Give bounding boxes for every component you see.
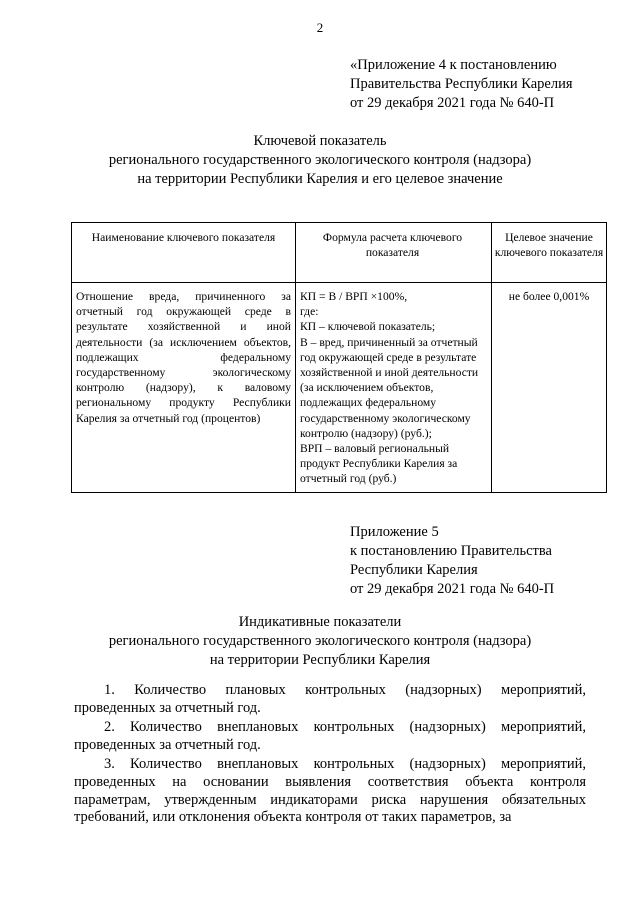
formula-line: где: bbox=[300, 305, 319, 319]
heading-line: регионального государственного экологического контроля (надзора) bbox=[108, 152, 532, 168]
column-header-target: Целевое значение ключевого показателя bbox=[492, 223, 607, 283]
list-item: 3. Количество внеплановых контрольных (надзорных) мероприятий, проведенных на основании выявления соответствия объекта контроля параметрам, утвержденным индикаторами риска нарушения обязательных требований, или отклонения объекта контроля от таких параметров, за bbox=[74, 756, 586, 826]
appendix-4-header bbox=[350, 56, 573, 113]
heading-line: Ключевой показатель bbox=[253, 133, 387, 149]
formula-line: КП – ключевой показатель; bbox=[300, 320, 436, 334]
key-indicator-heading bbox=[0, 132, 640, 189]
appendix-5-header bbox=[350, 523, 554, 599]
heading-line: на территории Республики Карелия и его целевое значение bbox=[137, 171, 503, 187]
heading-line: на территории Республики Карелия bbox=[209, 652, 431, 668]
appendix-4-line: «Приложение 4 к постановлению bbox=[350, 57, 557, 73]
appendix-5-line: к постановлению Правительства bbox=[350, 543, 552, 559]
appendix-4-line: от 29 декабря 2021 года № 640-П bbox=[350, 95, 555, 111]
formula-cell bbox=[296, 283, 492, 493]
formula-line: КП = В / ВРП ×100%, bbox=[300, 290, 408, 303]
formula-line: В – вред, причиненный за отчетный год окружающей среде в результате хозяйственной и иной деятельности (за исключением объектов, подлежащих федеральному государственному экологическому контролю (надзору) (руб.); bbox=[300, 335, 479, 440]
list-item: 2. Количество внеплановых контрольных (надзорных) мероприятий, проведенных за отчетный год. bbox=[74, 719, 586, 753]
key-indicator-table bbox=[71, 222, 607, 493]
indicative-heading bbox=[0, 613, 640, 670]
formula-line: ВРП – валовый региональный продукт Республики Карелия за отчетный год (руб.) bbox=[300, 442, 458, 486]
indicators-list bbox=[74, 682, 586, 827]
heading-line: регионального государственного экологического контроля (надзора) bbox=[108, 633, 532, 649]
table-header-row bbox=[72, 223, 607, 283]
appendix-5-line: Республики Карелия bbox=[350, 562, 478, 578]
appendix-4-line: Правительства Республики Карелия bbox=[350, 76, 573, 92]
appendix-5-line: Приложение 5 bbox=[350, 524, 439, 540]
page-number: 2 bbox=[316, 20, 324, 35]
column-header-name: Наименование ключевого показателя bbox=[72, 223, 296, 283]
heading-line: Индикативные показатели bbox=[238, 614, 402, 630]
indicator-name-cell: Отношение вреда, причиненного за отчетный год окружающей среде в результате хозяйственной и иной деятельности (за исключением объектов, подлежащих федеральному государственному экологическому контролю (надзору), к валовому региональному продукту Республики Карелия за отчетный год (процентов) bbox=[72, 283, 296, 493]
list-item: 1. Количество плановых контрольных (надзорных) мероприятий, проведенных за отчетный год. bbox=[74, 682, 586, 716]
column-header-formula: Формула расчета ключевого показателя bbox=[296, 223, 492, 283]
appendix-5-line: от 29 декабря 2021 года № 640-П bbox=[350, 581, 555, 597]
target-value-cell: не более 0,001% bbox=[492, 283, 607, 493]
table-row bbox=[72, 283, 607, 493]
